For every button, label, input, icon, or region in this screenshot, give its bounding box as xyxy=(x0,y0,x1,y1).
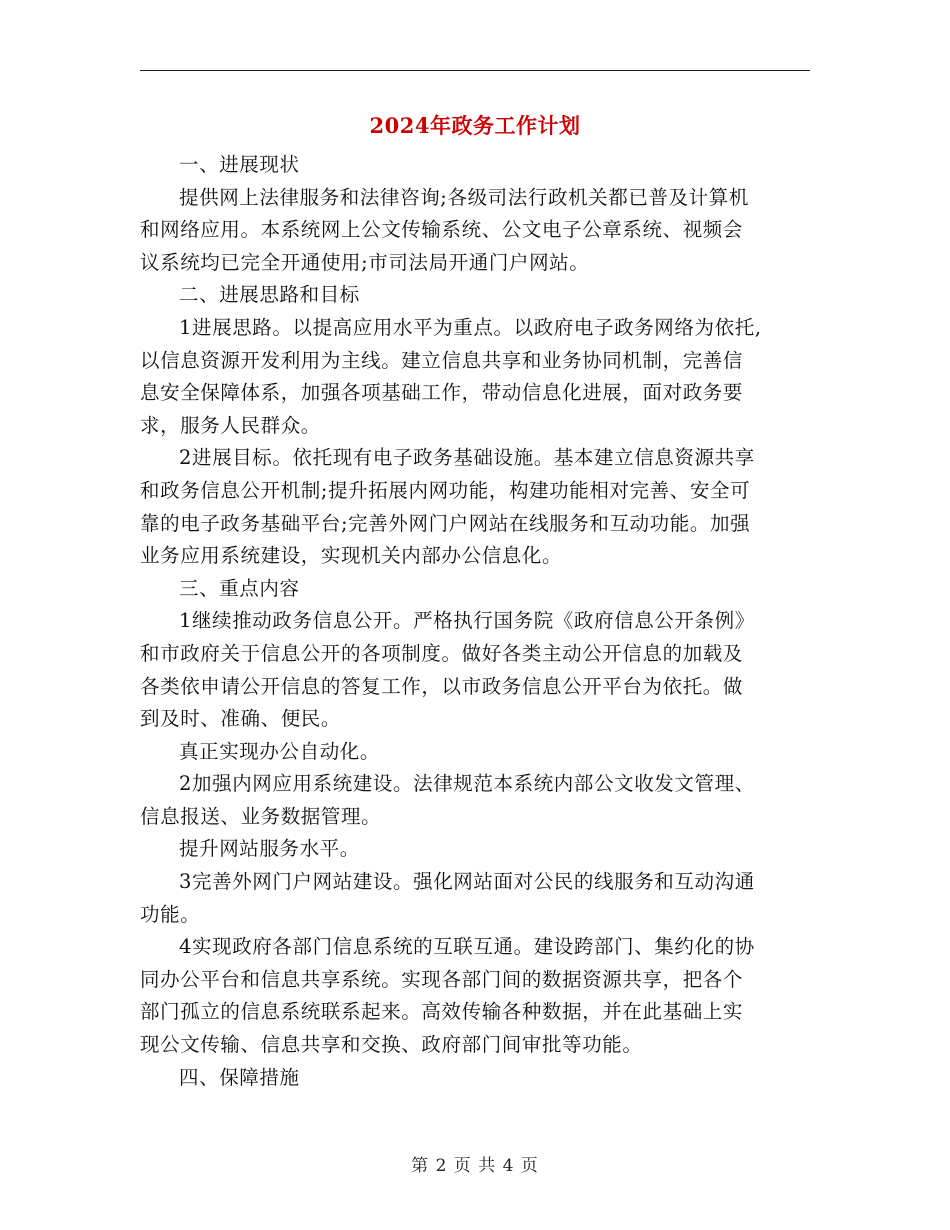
text-line: 功能。 xyxy=(140,902,201,926)
document-body xyxy=(140,149,810,1094)
text-line: 息安全保障体系，加强各项基础工作，带动信息化进展，面对政务要 xyxy=(140,381,744,405)
paragraph xyxy=(140,442,810,572)
text-line: 信息报送、业务数据管理。 xyxy=(140,804,382,828)
text-line: 到及时、准确、便民。 xyxy=(140,707,342,731)
paragraph xyxy=(140,768,810,833)
text-line: 3完善外网门户网站建设。强化网站面对公民的线服务和互动沟通 xyxy=(179,870,755,894)
text-line: 各类依申请公开信息的答复工作，以市政务信息公开平台为依托。做 xyxy=(140,674,744,698)
document-title: 2024年政务工作计划 xyxy=(369,113,581,138)
text-line: 一、进展现状 xyxy=(179,153,300,176)
text-line: 和政务信息公开机制;提升拓展内网功能，构建功能相对完善、安全可 xyxy=(140,478,751,502)
paragraph xyxy=(140,182,810,280)
text-line: 提供网上法律服务和法律咨询;各级司法行政机关都已普及计算机 xyxy=(179,185,749,209)
header-rule xyxy=(140,70,810,71)
text-line: 议系统均已完全开通使用;市司法局开通门户网站。 xyxy=(140,250,590,274)
text-line: 4实现政府各部门信息系统的互联互通。建设跨部门、集约化的协 xyxy=(179,935,755,959)
text-line: 1继续推动政务信息公开。严格执行国务院《政府信息公开条例》 xyxy=(179,609,755,633)
text-line: 同办公平台和信息共享系统。实现各部门间的数据资源共享，把各个 xyxy=(140,967,744,991)
text-line: 部门孤立的信息系统联系起来。高效传输各种数据，并在此基础上实 xyxy=(140,1000,744,1024)
text-line: 1进展思路。以提高应用水平为重点。以政府电子政务网络为依托, xyxy=(179,315,762,339)
text-line: 二、进展思路和目标 xyxy=(179,283,360,307)
text-line: 和网络应用。本系统网上公文传输系统、公文电子公章系统、视频会 xyxy=(140,218,744,242)
paragraph xyxy=(140,736,810,769)
text-line: 四、保障措施 xyxy=(179,1065,300,1089)
paragraph xyxy=(140,279,810,312)
text-line: 以信息资源开发利用为主线。建立信息共享和业务协同机制，完善信 xyxy=(140,348,744,372)
text-line: 真正实现办公自动化。 xyxy=(179,739,381,763)
text-line: 现公文传输、信息共享和交换、政府部门间审批等功能。 xyxy=(140,1033,643,1057)
paragraph xyxy=(140,866,810,931)
text-line: 和市政府关于信息公开的各项制度。做好各类主动公开信息的加载及 xyxy=(140,641,744,665)
text-line: 三、重点内容 xyxy=(179,576,300,600)
text-line: 业务应用系统建设，实现机关内部办公信息化。 xyxy=(140,544,563,568)
paragraph xyxy=(140,833,810,866)
paragraph xyxy=(140,605,810,735)
paragraph xyxy=(140,149,810,182)
text-line: 2进展目标。依托现有电子政务基础设施。基本建立信息资源共享 xyxy=(179,446,755,470)
text-line: 提升网站服务水平。 xyxy=(179,837,360,861)
text-line: 求，服务人民群众。 xyxy=(140,413,321,437)
page-number-footer: 第 2 页 共 4 页 xyxy=(411,1156,539,1176)
text-line: 2加强内网应用系统建设。法律规范本系统内部公文收发文管理、 xyxy=(179,772,755,796)
paragraph xyxy=(140,1062,810,1095)
text-line: 靠的电子政务基础平台;完善外网门户网站在线服务和互动功能。加强 xyxy=(140,511,751,535)
paragraph xyxy=(140,312,810,442)
paragraph xyxy=(140,931,810,1061)
paragraph xyxy=(140,573,810,606)
